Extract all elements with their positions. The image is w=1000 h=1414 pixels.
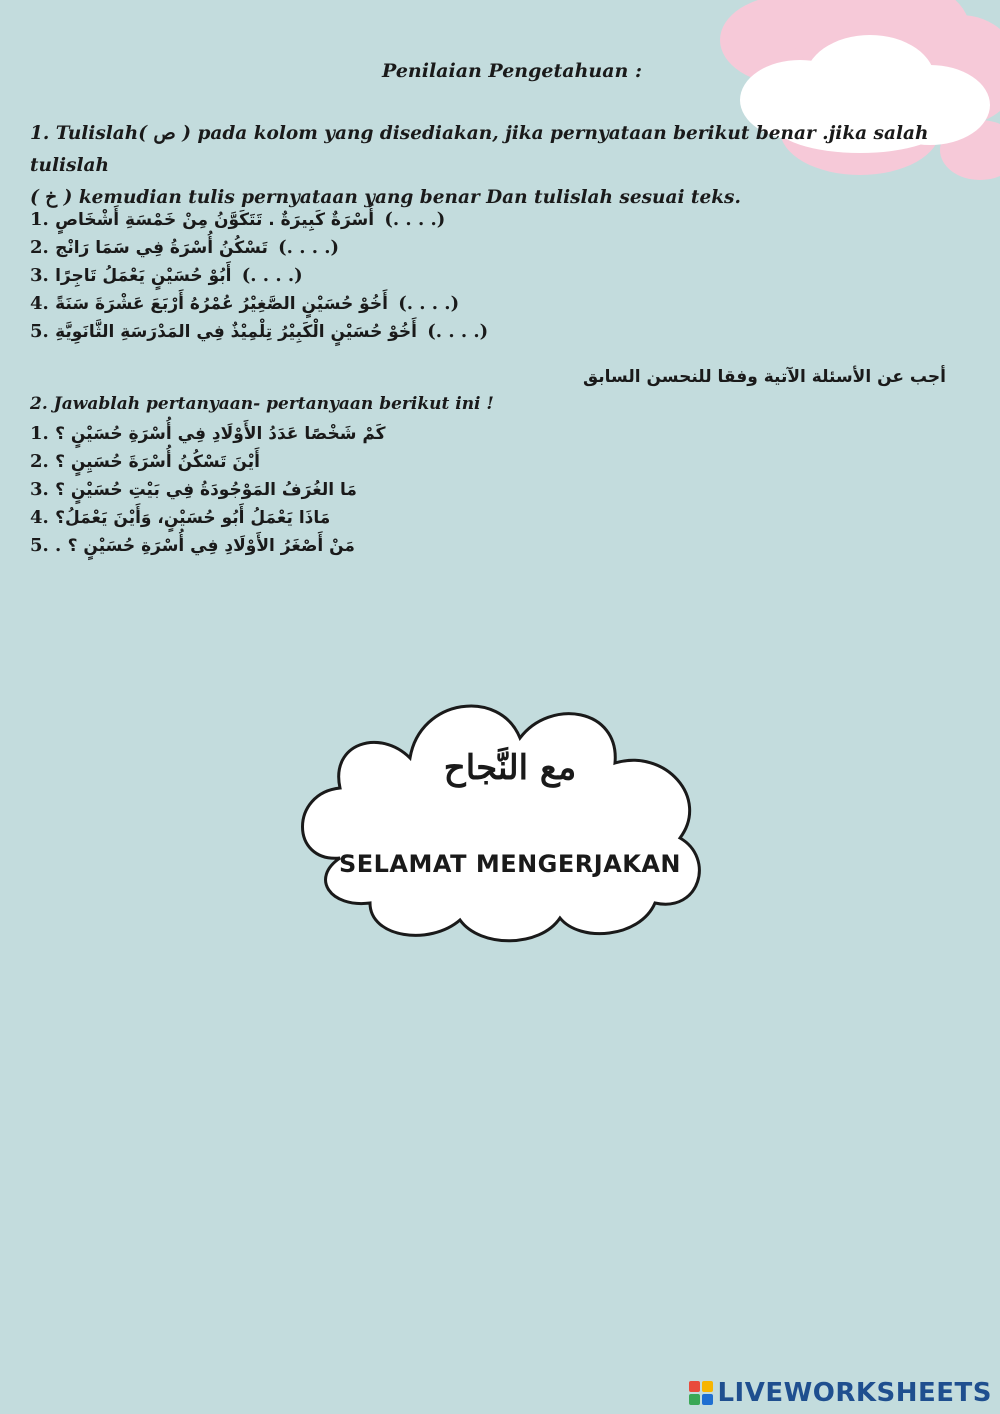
statement-item: 1. أُسْرَةٌ كَبِيرَةٌ . تَتَكَوَّنُ مِنْ خَمْسَةِ أَشْخَاصٍ (. . . .) — [30, 206, 449, 234]
statement-item: 2. تَسْكُنُ أُسْرَةُ فِي سَمَا رَانْج (. . . .) — [30, 234, 343, 262]
statement-item: 5. أَخُوْ حُسَيْنٍ الْكَبِيْرُ تِلْمِيْذٌ فِي المَدْرَسَةِ الثَّانَوِيَّةِ (. . . .) — [30, 318, 492, 346]
section1-instruction: 1. Tulislah( ص ) pada kolom yang disediakan, jika pernyataan berikut benar .jika salah tulislah ( خ ) kemudian tulis pernyataan yang benar Dan tulislah sesuai teks. — [30, 123, 929, 208]
section2-title: 2. Jawablah pertanyaan- pertanyaan berikut ini ! — [30, 394, 494, 414]
question-item: 3. مَا الغُرَفُ المَوْجُودَةُ فِي بَيْتِ حُسَيْنٍ ؟ — [30, 479, 357, 500]
question-item: 5. . مَنْ أَصْغَرُ الأَوْلَادِ فِي أُسْرَةِ حُسَيْنٍ ؟ — [30, 535, 355, 556]
answer-blank[interactable]: (. . . .) — [241, 265, 303, 286]
true-mark: ص — [153, 123, 176, 144]
page-title: Penilaian Pengetahuan : — [382, 60, 642, 82]
question-item: 1. كَمْ شَخْصًا عَدَدُ الأَوْلَادِ فِي أُسْرَةِ حُسَيْنٍ ؟ — [30, 423, 386, 444]
answer-blank[interactable]: (. . . .) — [427, 321, 489, 342]
question-item: 4. مَاذَا يَعْمَلُ أَبُو حُسَيْنٍ، وَأَيْنَ يَعْمَلُ؟ — [30, 507, 331, 528]
cloud-shape — [270, 688, 750, 948]
brand-text: LIVEWORKSHEETS — [717, 1378, 992, 1408]
answer-blank[interactable]: (. . . .) — [398, 293, 460, 314]
section2-arabic-heading: أجب عن الأسئلة الآتية وفقا للنحسن السابق — [582, 367, 946, 387]
cloud-arabic-text: مع النَّجاح — [443, 748, 577, 788]
liveworksheets-logo-icon — [689, 1381, 713, 1405]
liveworksheets-brand — [689, 1378, 992, 1408]
good-luck-cloud — [270, 688, 750, 938]
false-mark: خ — [45, 187, 58, 208]
answer-blank[interactable]: (. . . .) — [278, 237, 340, 258]
answer-blank[interactable]: (. . . .) — [384, 209, 446, 230]
question-item: 2. أَيْنَ تَسْكُنُ أُسْرَةَ حُسَيِنٍ ؟ — [30, 451, 260, 472]
statement-item: 4. أَخُوْ حُسَيْنٍ الصَّغِيْرُ عُمْرُهُ أَرْبَعَ عَشْرَةَ سَنَةً (. . . .) — [30, 290, 463, 318]
cloud-english-text: SELAMAT MENGERJAKAN — [338, 850, 682, 878]
statement-item: 3. أَبُوْ حُسَيْنٍ يَعْمَلُ تَاجِرًا (. . . .) — [30, 262, 307, 290]
